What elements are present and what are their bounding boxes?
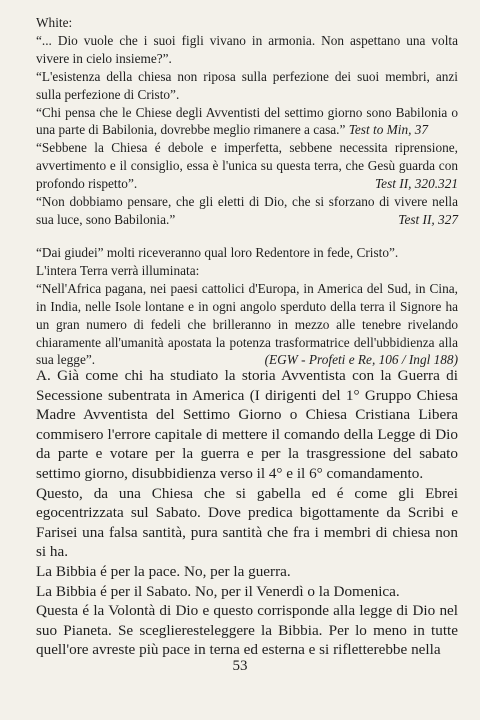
text-paragraph: “Dai giudei” molti riceveranno qual loro Redentore in fede, Cristo”. xyxy=(36,245,399,260)
quote-reference: Test to Min, 37 xyxy=(348,122,429,138)
body-paragraph: La Bibbia é per il Sabato. No, per il Venerdì o la Domenica. xyxy=(36,582,400,600)
text-paragraph: L'intera Terra verrà illuminata: xyxy=(36,262,200,278)
body-paragraph: Questa é la Volontà di Dio e questo corrisponde alla legge di Dio nel suo Pianeta. Se sceglieresteleggere la Bibbia. Per lo meno in tutte quell'ore avreste più pace in terna ed esterna e si rifletterebbe nella xyxy=(36,602,458,659)
body-paragraph: A. Già come chi ha studiato la storia Avventista con la Guerra di Secessione subentrata in America (I dirigenti del 1° Gruppo Chiesa Madre Avventista del Settimo Giorno o Chiesa Cristiana Libera commisero l'errore capitale di mettere il comando della Legge di Dio da parte e votare per la guerra e per la trasgressione del sabato settimo giorno, disubbidienza verso il 4° e il 6° comandamento. xyxy=(36,367,458,482)
quote-paragraph: “... Dio vuole che i suoi figli vivano in armonia. Non aspettano una volta vivere in cielo insieme?”. xyxy=(36,32,458,66)
quote-heading: White: xyxy=(36,15,73,30)
quote-paragraph: “L'esistenza della chiesa non riposa sulla perfezione dei suoi membri, anzi sulla perfezione di Cristo”. xyxy=(36,68,458,102)
section-main-text xyxy=(36,366,458,660)
section-white-quotes xyxy=(36,14,458,229)
quote-reference: (EGW - Profeti e Re, 106 / Ingl 188) xyxy=(264,352,458,368)
quote-reference: Test II, 320.321 xyxy=(375,176,458,192)
page-number: 53 xyxy=(232,658,248,674)
quote-paragraph: “Chi pensa che le Chiese degli Avventisti del settimo giorno sono Babilonia o una parte di Babilonia, dovrebbe meglio rimanere a casa.” Test to Min, 37 xyxy=(36,104,458,138)
quote-paragraph: “Sebbene la Chiesa é debole e imperfetta, sebbene necessita riprensione, avvertimento e il consiglio, essa è l'unica su questa terra, che Gesù guarda con profondo rispetto”. Test II, 320.321 xyxy=(36,140,458,192)
section-illumination xyxy=(36,244,458,369)
quote-paragraph: “Non dobbiamo pensare, che gli eletti di Dio, che si sforzano di vivere nella sua luce, sono Babilonia.” Test II, 327 xyxy=(36,194,458,227)
quote-reference: Test II, 327 xyxy=(398,211,458,227)
body-paragraph: Questo, da una Chiesa che si gabella ed é come gli Ebrei egocentrizzata sul Sabato. Dove predica bigottamente da Scribi e Farisei una falsa santità, pura santità che fra i membri di chiesa non si ha. xyxy=(36,484,458,561)
body-paragraph: La Bibbia é per la pace. No, per la guerra. xyxy=(36,562,291,580)
quote-paragraph: “Nell'Africa pagana, nei paesi cattolici d'Europa, in America del Sud, in Cina, in India, nelle Isole lontane e in ogni angolo sperduto della terra il Signore ha un gran numero di fedeli che brilleranno in mezzo alle tenebre rivelando chiaramente all'umanità apostata la potenza trasformatrice dell'ubbidienza alla sua legge”. (EGW - Profeti e Re, 106 / Ingl 188) xyxy=(36,280,458,368)
